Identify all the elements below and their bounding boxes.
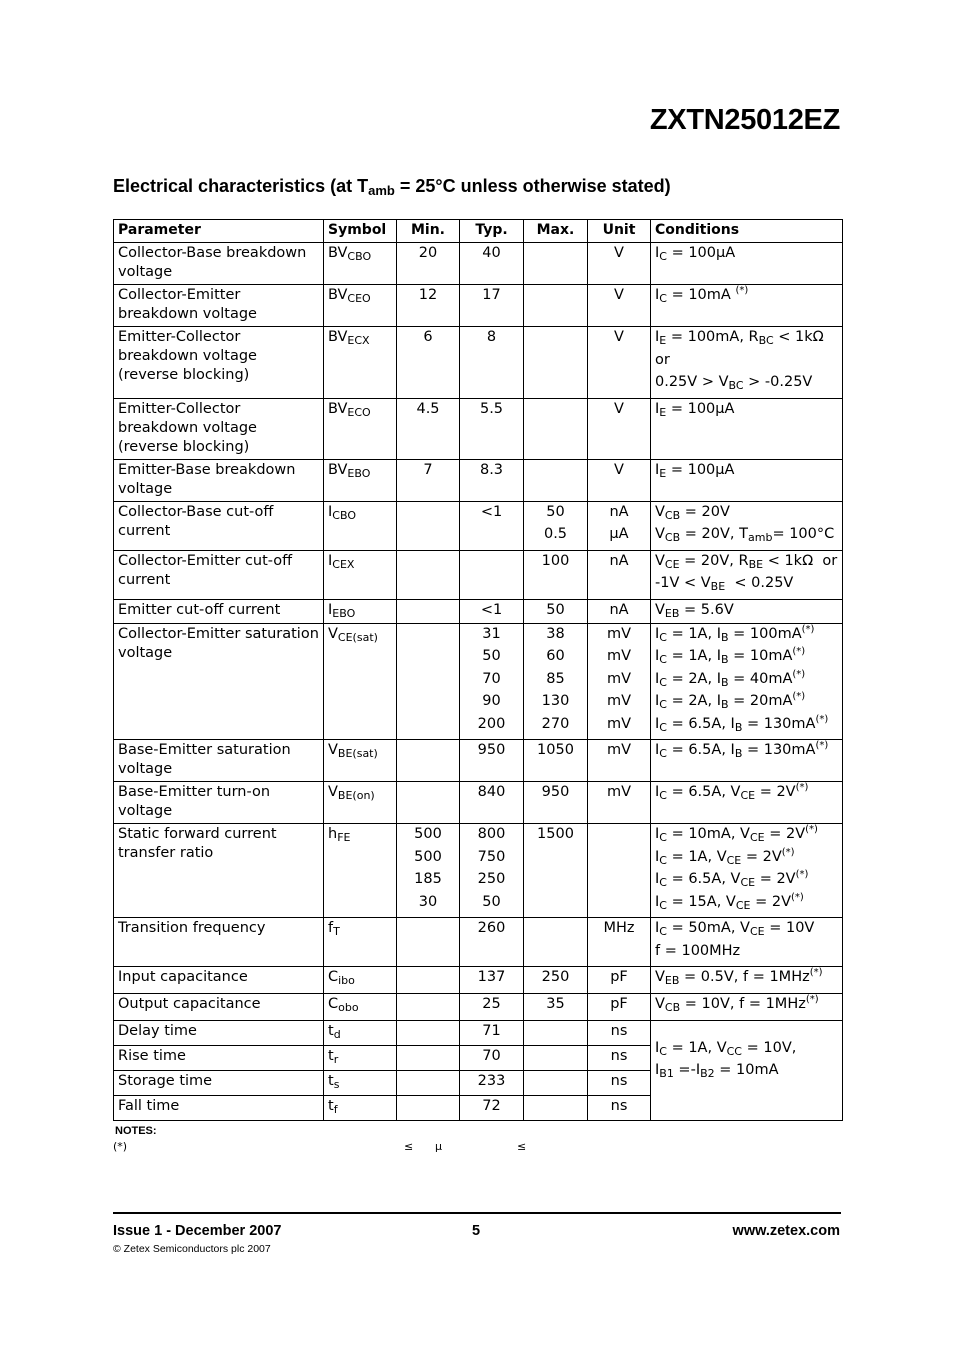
parameter-cell: Collector-Emitter cut-off current bbox=[114, 550, 324, 599]
table-row bbox=[114, 967, 843, 994]
typ-cell: 72 bbox=[460, 1096, 524, 1121]
min-cell bbox=[397, 740, 460, 782]
table-row bbox=[114, 501, 843, 550]
symbol-cell bbox=[324, 398, 397, 459]
min-cell bbox=[397, 459, 460, 501]
unit-value: V bbox=[614, 287, 624, 303]
min-cell bbox=[397, 1021, 460, 1046]
max-value: 250 bbox=[541, 969, 570, 985]
conditions-cell bbox=[651, 967, 843, 994]
symbol-letter: t bbox=[328, 1048, 334, 1064]
min-value: 185 bbox=[414, 871, 442, 887]
footer-issue: Issue 1 - December 2007 bbox=[113, 1223, 282, 1239]
table-row bbox=[114, 740, 843, 782]
condition-text: $I_C = 1A$, $V_{CC} = 10V$, bbox=[655, 1039, 797, 1058]
unit-cell: ns bbox=[588, 1096, 651, 1121]
symbol-letter: V bbox=[328, 742, 338, 758]
typ-value: <1 bbox=[480, 503, 503, 520]
max-value: 130 bbox=[541, 693, 570, 709]
max-cell bbox=[524, 398, 588, 459]
symbol-subscript: ibo bbox=[338, 974, 355, 987]
unit-value: V bbox=[614, 461, 624, 478]
condition-text: $I_C = 10mA$ (*) bbox=[655, 285, 749, 305]
unit-value: pF bbox=[610, 996, 628, 1012]
table-row bbox=[114, 824, 843, 918]
symbol-cell bbox=[324, 623, 397, 740]
min-cell bbox=[397, 782, 460, 824]
max-value: 50 bbox=[546, 601, 565, 618]
table-row bbox=[114, 285, 843, 327]
table-row bbox=[114, 550, 843, 599]
parameter-cell: Collector-Emitter saturation voltage bbox=[114, 623, 324, 740]
table-row bbox=[114, 623, 843, 740]
unit-cell bbox=[588, 398, 651, 459]
typ-cell bbox=[460, 918, 524, 967]
symbol-subscript: obo bbox=[338, 1001, 359, 1014]
symbol-cell bbox=[324, 599, 397, 623]
symbol-letter: BV bbox=[328, 461, 348, 478]
unit-value: nA bbox=[609, 503, 629, 520]
typ-value: 17 bbox=[482, 287, 501, 303]
conditions-cell bbox=[651, 994, 843, 1021]
table-row bbox=[114, 459, 843, 501]
min-cell bbox=[397, 1071, 460, 1096]
typ-value: 200 bbox=[477, 715, 506, 732]
unit-value: MHz bbox=[603, 920, 635, 936]
condition-text: $I_{B1} =-I_{B2} = 10mA$ bbox=[655, 1062, 779, 1080]
symbol-letter: V bbox=[328, 625, 338, 642]
typ-cell bbox=[460, 550, 524, 599]
conditions-cell bbox=[651, 243, 843, 285]
symbol-cell bbox=[324, 327, 397, 399]
typ-value: 70 bbox=[482, 670, 501, 687]
symbol-subscript: EBO bbox=[332, 606, 356, 620]
footer-copyright: © Zetex Semiconductors plc 2007 bbox=[113, 1243, 271, 1255]
symbol-letter: t bbox=[328, 1023, 334, 1039]
unit-cell bbox=[588, 243, 651, 285]
symbol-letter: I bbox=[328, 503, 333, 520]
unit-cell bbox=[588, 623, 651, 740]
unit-cell: ns bbox=[588, 1021, 651, 1046]
symbol-subscript: BE(sat) bbox=[337, 747, 378, 760]
min-value: 30 bbox=[418, 893, 438, 910]
symbol-cell bbox=[324, 967, 397, 994]
symbol-subscript: FE bbox=[337, 831, 351, 844]
symbol-subscript: CEO bbox=[347, 292, 371, 305]
conditions-cell bbox=[651, 550, 843, 599]
condition-text: $I_C = 1A$, $I_B = 10mA^{(*)}$ bbox=[655, 646, 806, 666]
table-row bbox=[114, 398, 843, 459]
condition-text: $I_C = 15A$, $V_{CE} = 2V^{(*)}$ bbox=[655, 891, 804, 912]
parameter-cell: Collector-Base cut-off current bbox=[114, 501, 324, 550]
typ-value: 90 bbox=[482, 693, 501, 709]
typ-cell bbox=[460, 285, 524, 327]
condition-text: $V_{EB} = 0.5V$, f = 1MHz(*) bbox=[655, 967, 823, 987]
column-header-max: Max. bbox=[524, 220, 588, 243]
table-row bbox=[114, 782, 843, 824]
unit-value: µA bbox=[609, 526, 629, 542]
symbol-cell bbox=[324, 994, 397, 1021]
min-value: 500 bbox=[414, 826, 442, 842]
symbol-letter: C bbox=[328, 969, 339, 985]
footer-rule bbox=[113, 1212, 841, 1214]
symbol-cell bbox=[324, 740, 397, 782]
min-cell bbox=[397, 398, 460, 459]
unit-value: mV bbox=[606, 670, 632, 687]
typ-value: 800 bbox=[477, 826, 506, 842]
typ-value: 40 bbox=[482, 245, 501, 261]
max-value: 1050 bbox=[537, 742, 574, 758]
condition-text: $I_C = 2A$, $I_B = 40mA^{(*)}$ bbox=[655, 668, 806, 689]
typ-cell bbox=[460, 459, 524, 501]
unit-cell bbox=[588, 740, 651, 782]
footer-page-number: 5 bbox=[472, 1223, 481, 1239]
unit-value: mV bbox=[606, 693, 632, 709]
typ-cell bbox=[460, 623, 524, 740]
condition-text: $-1V < V_{BE} < 0.25V$ bbox=[655, 575, 794, 593]
condition-text: $I_E = 100mA$, $R_{BC} < 1k\Omega$ bbox=[655, 329, 824, 347]
notes-title: NOTES: bbox=[115, 1125, 157, 1137]
max-cell bbox=[524, 1096, 588, 1121]
column-header-symbol: Symbol bbox=[324, 220, 397, 243]
unit-cell bbox=[588, 967, 651, 994]
symbol-cell bbox=[324, 824, 397, 918]
max-value: 950 bbox=[541, 784, 570, 800]
typ-cell bbox=[460, 327, 524, 399]
conditions-cell bbox=[651, 501, 843, 550]
condition-text: $I_C = 50mA$, $V_{CE} = 10V$ bbox=[655, 920, 815, 938]
symbol-cell bbox=[324, 1021, 397, 1046]
conditions-cell bbox=[651, 918, 843, 967]
max-cell bbox=[524, 243, 588, 285]
typ-cell bbox=[460, 243, 524, 285]
typ-value: 25 bbox=[482, 996, 501, 1012]
condition-text: $0.25V > V_{BC} > -0.25V$ bbox=[655, 374, 813, 392]
max-cell bbox=[524, 1046, 588, 1071]
max-cell bbox=[524, 967, 588, 994]
max-cell bbox=[524, 824, 588, 918]
column-header-min: Min. bbox=[397, 220, 460, 243]
symbol-subscript: BE(on) bbox=[337, 789, 375, 802]
conditions-cell bbox=[651, 740, 843, 782]
symbol-letter: BV bbox=[328, 329, 348, 345]
symbol-cell bbox=[324, 550, 397, 599]
symbol-letter: BV bbox=[328, 287, 348, 303]
symbol-letter: BV bbox=[328, 400, 348, 417]
max-value: 50 bbox=[546, 503, 565, 520]
typ-value: <1 bbox=[480, 601, 503, 618]
unit-value: mV bbox=[606, 648, 632, 664]
table-row bbox=[114, 243, 843, 285]
unit-value: mV bbox=[606, 784, 632, 800]
typ-value: 50 bbox=[482, 648, 501, 664]
typ-value: 750 bbox=[477, 848, 506, 865]
max-cell bbox=[524, 918, 588, 967]
max-cell bbox=[524, 550, 588, 599]
condition-text: $I_E = 100\mu A$ bbox=[655, 400, 735, 419]
min-cell bbox=[397, 918, 460, 967]
typ-value: 31 bbox=[482, 625, 501, 642]
conditions-cell bbox=[651, 782, 843, 824]
unit-value: V bbox=[614, 400, 624, 417]
symbol-cell bbox=[324, 782, 397, 824]
typ-value: 950 bbox=[477, 742, 506, 758]
typ-value: 50 bbox=[482, 893, 501, 910]
min-cell bbox=[397, 501, 460, 550]
parameter-cell: Collector-Base breakdown voltage bbox=[114, 243, 324, 285]
symbol-cell bbox=[324, 285, 397, 327]
symbol-letter: I bbox=[328, 552, 333, 569]
symbol-subscript: s bbox=[333, 1078, 340, 1091]
table-row bbox=[114, 1021, 843, 1046]
typ-cell bbox=[460, 398, 524, 459]
conditions-cell bbox=[651, 327, 843, 399]
condition-text: or bbox=[655, 351, 670, 368]
typ-cell: 71 bbox=[460, 1021, 524, 1046]
symbol-letter: C bbox=[328, 996, 339, 1012]
min-value: 6 bbox=[423, 329, 433, 345]
symbol-cell bbox=[324, 1071, 397, 1096]
unit-value: mV bbox=[606, 625, 632, 642]
symbol-cell bbox=[324, 1046, 397, 1071]
unit-cell: ns bbox=[588, 1071, 651, 1096]
min-cell bbox=[397, 599, 460, 623]
symbol-cell bbox=[324, 918, 397, 967]
min-cell bbox=[397, 824, 460, 918]
parameter-cell: Storage time bbox=[114, 1071, 324, 1096]
min-value: 7 bbox=[423, 461, 433, 478]
symbol-subscript: d bbox=[333, 1028, 341, 1041]
note-symbol-micro: µ bbox=[435, 1140, 442, 1153]
parameter-cell: Emitter-Base breakdown voltage bbox=[114, 459, 324, 501]
symbol-subscript: CBO bbox=[332, 508, 356, 522]
condition-text: $I_C = 6.5A$, $V_{CE} = 2V^{(*)}$ bbox=[655, 782, 809, 802]
table-header-row bbox=[114, 220, 843, 243]
unit-value: nA bbox=[609, 601, 629, 618]
max-cell bbox=[524, 782, 588, 824]
parameter-cell: Fall time bbox=[114, 1096, 324, 1121]
condition-text: $V_{CB} = 20V$, $T_{amb}= 100^\circ C$ bbox=[655, 526, 835, 544]
unit-value: mV bbox=[606, 715, 632, 732]
symbol-letter: f bbox=[328, 920, 334, 936]
max-cell bbox=[524, 1021, 588, 1046]
typ-value: 250 bbox=[477, 871, 506, 887]
typ-cell bbox=[460, 740, 524, 782]
symbol-subscript: T bbox=[333, 925, 340, 938]
condition-text: $V_{CB} = 20V$ bbox=[655, 503, 730, 522]
min-cell bbox=[397, 967, 460, 994]
parameter-cell: Emitter-Collector breakdown voltage (reverse blocking) bbox=[114, 398, 324, 459]
footer-url[interactable]: www.zetex.com bbox=[732, 1223, 840, 1239]
max-value: 1500 bbox=[537, 826, 574, 842]
symbol-subscript: ECO bbox=[347, 405, 371, 419]
typ-value: 137 bbox=[477, 969, 506, 985]
condition-text: $V_{EB} = 5.6V$ bbox=[655, 601, 734, 620]
condition-text: $I_C = 1A$, $I_B = 100mA^{(*)}$ bbox=[655, 623, 815, 644]
column-header-typ: Typ. bbox=[460, 220, 524, 243]
note-symbol-le-2: ≤ bbox=[517, 1140, 527, 1153]
typ-cell bbox=[460, 501, 524, 550]
symbol-letter: t bbox=[328, 1098, 334, 1114]
part-number: ZXTN25012EZ bbox=[649, 104, 840, 136]
unit-value: V bbox=[614, 329, 624, 345]
symbol-letter: t bbox=[328, 1073, 334, 1089]
min-cell bbox=[397, 243, 460, 285]
parameter-cell: Emitter cut-off current bbox=[114, 599, 324, 623]
unit-cell bbox=[588, 501, 651, 550]
conditions-cell bbox=[651, 623, 843, 740]
condition-text: $I_E = 100\mu A$ bbox=[655, 461, 735, 480]
condition-text: $I_C = 10mA$, $V_{CE} = 2V^{(*)}$ bbox=[655, 824, 818, 844]
column-header-unit: Unit bbox=[588, 220, 651, 243]
note-marker: (*) bbox=[113, 1140, 128, 1153]
electrical-characteristics-table bbox=[113, 219, 843, 1121]
table-row bbox=[114, 327, 843, 399]
parameter-cell: Base-Emitter turn-on voltage bbox=[114, 782, 324, 824]
symbol-cell bbox=[324, 243, 397, 285]
typ-value: 8.3 bbox=[479, 461, 504, 478]
symbol-subscript: f bbox=[333, 1103, 338, 1116]
conditions-cell bbox=[651, 824, 843, 918]
unit-cell: ns bbox=[588, 1046, 651, 1071]
parameter-cell: Rise time bbox=[114, 1046, 324, 1071]
table-row bbox=[114, 918, 843, 967]
parameter-cell: Delay time bbox=[114, 1021, 324, 1046]
max-cell bbox=[524, 459, 588, 501]
condition-text: $I_C = 6.5A$, $I_B = 130mA^{(*)}$ bbox=[655, 740, 829, 760]
unit-cell bbox=[588, 327, 651, 399]
parameter-cell: Base-Emitter saturation voltage bbox=[114, 740, 324, 782]
unit-cell bbox=[588, 824, 651, 918]
typ-value: 5.5 bbox=[479, 400, 504, 417]
symbol-letter: I bbox=[328, 601, 333, 618]
symbol-subscript: ECX bbox=[347, 334, 370, 347]
typ-cell bbox=[460, 599, 524, 623]
parameter-cell: Collector-Emitter breakdown voltage bbox=[114, 285, 324, 327]
max-value: 100 bbox=[541, 552, 570, 569]
unit-cell bbox=[588, 782, 651, 824]
max-value: 85 bbox=[546, 670, 565, 687]
typ-cell bbox=[460, 782, 524, 824]
max-cell bbox=[524, 599, 588, 623]
max-cell bbox=[524, 1071, 588, 1096]
max-value: 0.5 bbox=[543, 526, 568, 542]
max-cell bbox=[524, 285, 588, 327]
min-value: 4.5 bbox=[416, 400, 440, 417]
max-cell bbox=[524, 994, 588, 1021]
conditions-cell bbox=[651, 285, 843, 327]
conditions-cell bbox=[651, 398, 843, 459]
unit-value: mV bbox=[606, 742, 632, 758]
section-title: Electrical characteristics (at $T_{amb} = 25^\circ C$ unless otherwise stated) bbox=[113, 176, 671, 198]
typ-value: 840 bbox=[477, 784, 506, 800]
condition-text: $I_C = 6.5A$, $I_B = 130mA^{(*)}$ bbox=[655, 713, 829, 734]
min-cell bbox=[397, 285, 460, 327]
unit-cell bbox=[588, 459, 651, 501]
parameter-cell: Output capacitance bbox=[114, 994, 324, 1021]
typ-cell bbox=[460, 824, 524, 918]
unit-value: nA bbox=[609, 552, 629, 569]
condition-text: $I_C = 1A$, $V_{CE} = 2V^{(*)}$ bbox=[655, 846, 795, 867]
symbol-subscript: CBO bbox=[347, 250, 372, 263]
typ-cell: 70 bbox=[460, 1046, 524, 1071]
condition-text: $V_{CB} = 10V$, f = 1MHz(*) bbox=[655, 994, 819, 1014]
condition-text: $I_C = 6.5A$, $V_{CE} = 2V^{(*)}$ bbox=[655, 869, 809, 889]
min-cell bbox=[397, 623, 460, 740]
condition-text: $I_C = 2A$, $I_B = 20mA^{(*)}$ bbox=[655, 691, 806, 711]
unit-cell bbox=[588, 918, 651, 967]
min-value: 500 bbox=[414, 848, 442, 865]
min-cell bbox=[397, 550, 460, 599]
parameter-cell: Static forward current transfer ratio bbox=[114, 824, 324, 918]
symbol-cell bbox=[324, 501, 397, 550]
max-value: 38 bbox=[546, 625, 565, 642]
symbol-letter: h bbox=[328, 826, 338, 842]
typ-cell: 233 bbox=[460, 1071, 524, 1096]
typ-value: 8 bbox=[486, 329, 497, 345]
symbol-letter: BV bbox=[328, 245, 348, 261]
table-row bbox=[114, 599, 843, 623]
column-header-conditions: Conditions bbox=[651, 220, 843, 243]
condition-text: $I_C = 100\mu A$ bbox=[655, 245, 736, 263]
condition-text: f = 100MHz bbox=[655, 942, 741, 959]
symbol-cell bbox=[324, 1096, 397, 1121]
typ-value: 260 bbox=[477, 920, 506, 936]
max-cell bbox=[524, 740, 588, 782]
unit-value: pF bbox=[610, 969, 628, 985]
table-body bbox=[114, 243, 843, 1121]
conditions-cell bbox=[651, 459, 843, 501]
symbol-letter: V bbox=[328, 784, 338, 800]
typ-cell bbox=[460, 994, 524, 1021]
unit-cell bbox=[588, 599, 651, 623]
max-value: 35 bbox=[546, 996, 565, 1012]
parameter-cell: Emitter-Collector breakdown voltage (reverse blocking) bbox=[114, 327, 324, 399]
max-cell bbox=[524, 327, 588, 399]
max-value: 60 bbox=[546, 648, 565, 664]
table-row bbox=[114, 994, 843, 1021]
note-symbol-le-1: ≤ bbox=[404, 1140, 414, 1153]
min-cell bbox=[397, 1046, 460, 1071]
min-value: 12 bbox=[418, 287, 438, 303]
typ-cell bbox=[460, 967, 524, 994]
parameter-cell: Transition frequency bbox=[114, 918, 324, 967]
parameter-cell: Input capacitance bbox=[114, 967, 324, 994]
unit-cell bbox=[588, 994, 651, 1021]
unit-value: V bbox=[614, 245, 624, 261]
symbol-cell bbox=[324, 459, 397, 501]
symbol-subscript: r bbox=[333, 1053, 339, 1066]
max-value: 270 bbox=[541, 715, 570, 732]
min-cell bbox=[397, 327, 460, 399]
column-header-parameter: Parameter bbox=[114, 220, 324, 243]
symbol-subscript: CE(sat) bbox=[337, 630, 378, 644]
min-cell bbox=[397, 1096, 460, 1121]
max-cell bbox=[524, 623, 588, 740]
conditions-cell bbox=[651, 599, 843, 623]
min-cell bbox=[397, 994, 460, 1021]
unit-cell bbox=[588, 285, 651, 327]
condition-text: $V_{CE} = 20V$, $R_{BE} < 1k\Omega$ or bbox=[655, 552, 838, 571]
unit-cell bbox=[588, 550, 651, 599]
switching-conditions-cell bbox=[651, 1021, 843, 1121]
symbol-subscript: EBO bbox=[347, 466, 371, 480]
min-value: 20 bbox=[418, 245, 438, 261]
max-cell bbox=[524, 501, 588, 550]
symbol-subscript: CEX bbox=[332, 557, 355, 571]
